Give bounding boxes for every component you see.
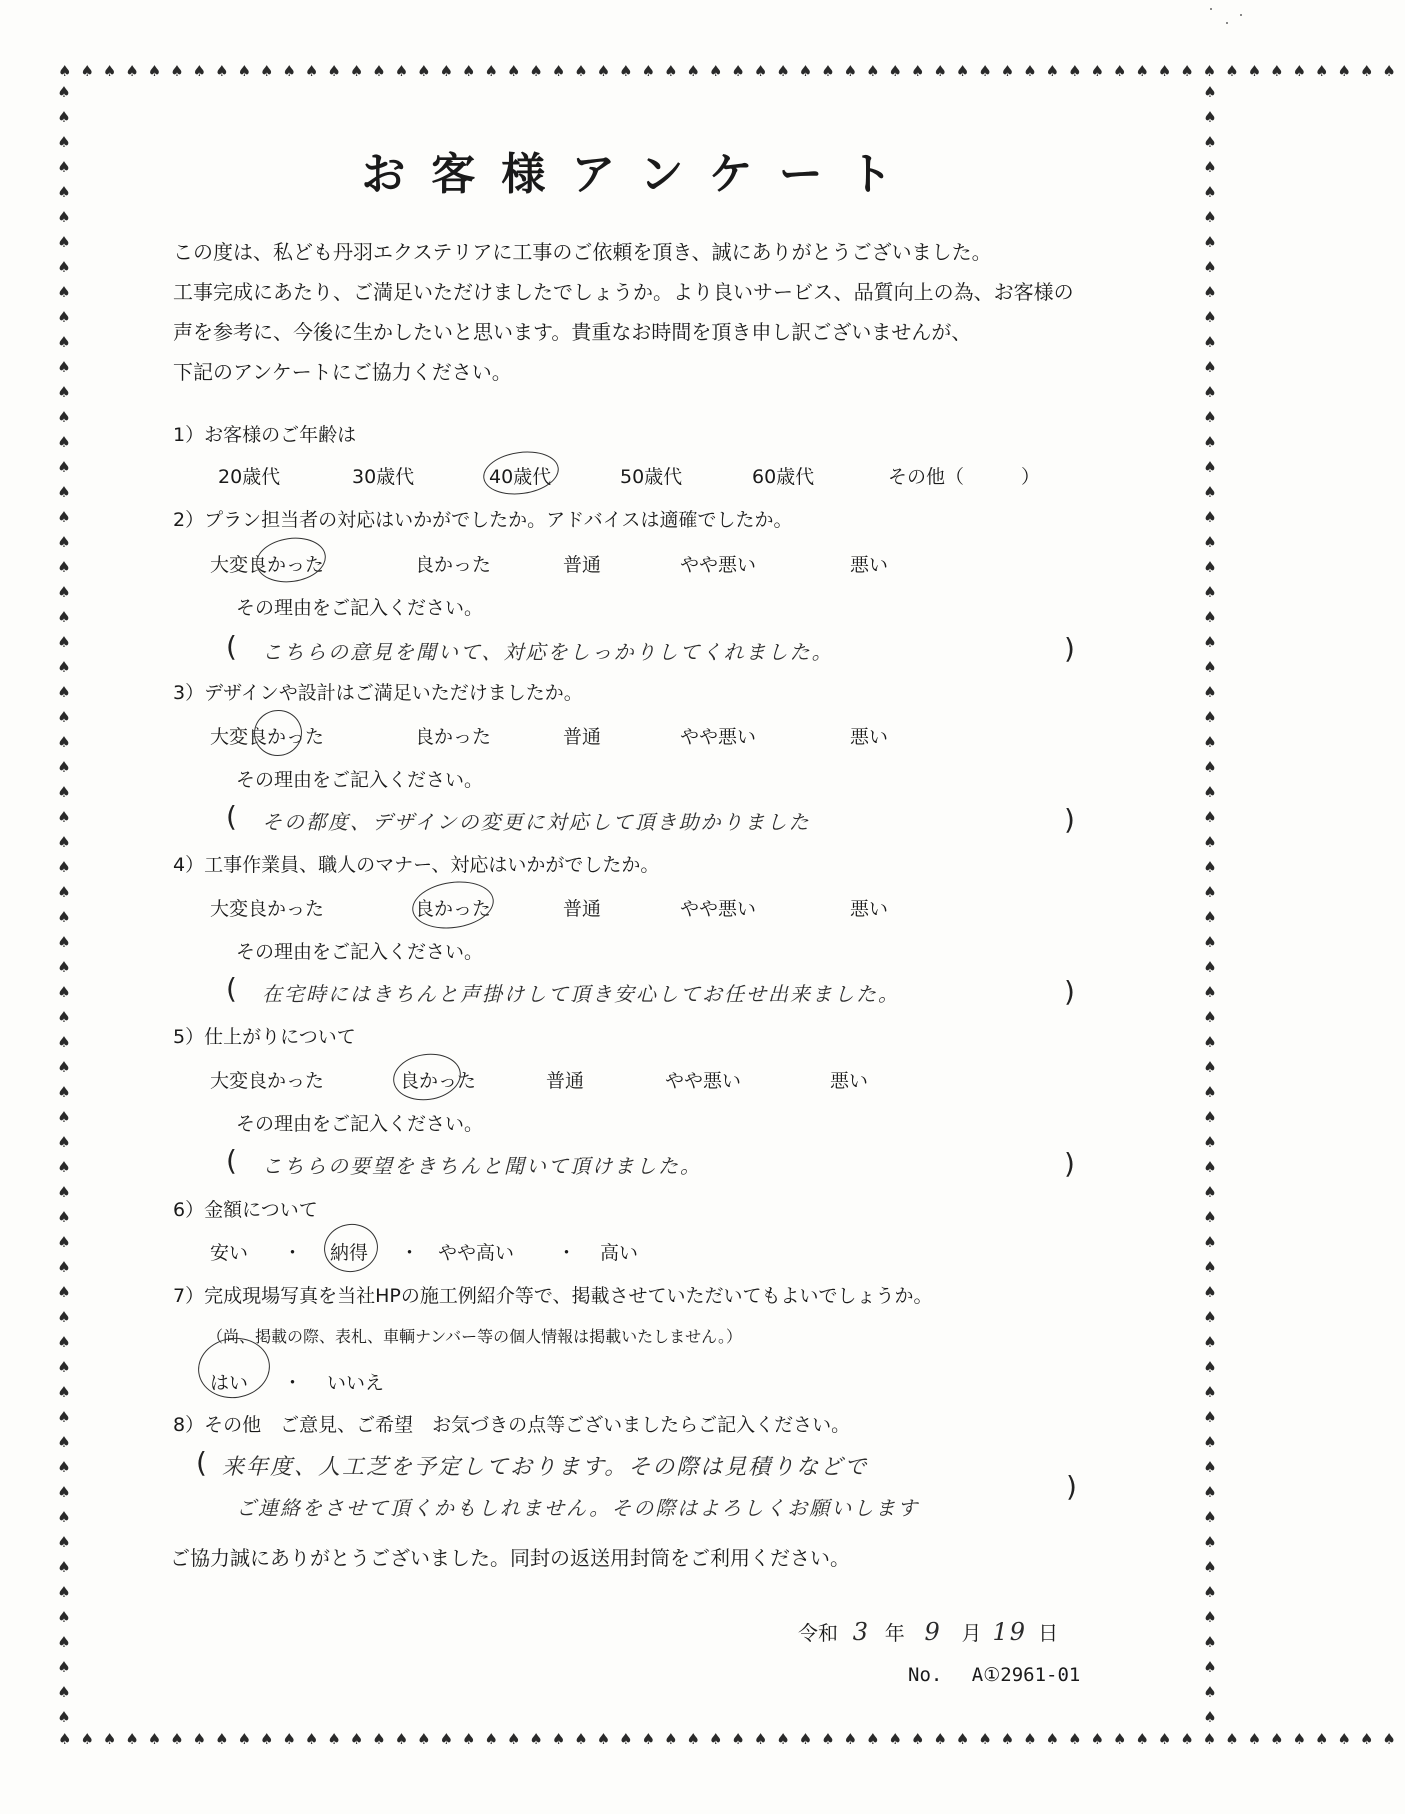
q2-option[interactable]: 普通 <box>563 554 602 576</box>
q4-option[interactable]: 大変良かった <box>210 898 325 920</box>
q1-option[interactable]: その他（ ） <box>888 466 1041 488</box>
q6-separator: ・ <box>283 1242 303 1264</box>
selection-circle <box>321 1220 381 1275</box>
q2-option[interactable]: 良かった <box>415 554 492 576</box>
q4-option[interactable]: やや悪い <box>680 898 757 920</box>
intro-line-2: 工事完成にあたり、ご満足いただけましたでしょうか。より良いサービス、品質向上の為、お客様の <box>173 280 1074 304</box>
selection-circle <box>390 1049 464 1104</box>
border-left: ♠ ♠ ♠ ♠ ♠ ♠ ♠ ♠ ♠ ♠ ♠ ♠ ♠ ♠ ♠ ♠ ♠ ♠ ♠ ♠ ♠ ♠ ♠ ♠ ♠ ♠ ♠ ♠ ♠ ♠ ♠ ♠ ♠ ♠ ♠ ♠ ♠ ♠ ♠ ♠ ♠ ♠ ♠ ♠ ♠ ♠ ♠ ♠ ♠ ♠ ♠ ♠ ♠ ♠ ♠ ♠ ♠ ♠ ♠ ♠ ♠ ♠ ♠ ♠ ♠ ♠ <box>57 83 71 1726</box>
q5-option[interactable]: 大変良かった <box>210 1070 325 1092</box>
q8-answer-line-2[interactable]: ご連絡をさせて頂くかもしれません。その際はよろしくお願いします <box>236 1496 920 1520</box>
q3-option-selected[interactable]: 大変良かった <box>210 726 325 748</box>
q2-label: 2）プラン担当者の対応はいかがでしたか。アドバイスは適確でしたか。 <box>173 509 793 531</box>
q6-option-selected[interactable]: 納得 <box>330 1242 369 1264</box>
page-title: お客様アンケート <box>361 149 919 200</box>
close-paren: ) <box>1064 632 1075 665</box>
q1-option[interactable]: 30歳代 <box>352 466 415 488</box>
open-paren: ( <box>226 800 237 833</box>
selection-circle <box>409 877 497 934</box>
q7-option[interactable]: いいえ <box>327 1372 385 1394</box>
q6-separator: ・ <box>400 1242 420 1264</box>
close-paren: ) <box>1064 803 1075 836</box>
q1-option[interactable]: 50歳代 <box>620 466 683 488</box>
q1-label: 1）お客様のご年齢は <box>173 424 357 446</box>
border-top: ♠♠♠♠♠♠♠♠♠♠♠♠♠♠♠♠♠♠♠♠♠♠♠♠♠♠♠♠♠♠♠♠♠♠♠♠♠♠♠♠♠♠♠♠♠♠♠♠♠♠♠♠♠♠♠♠♠♠♠♠ <box>58 62 1405 80</box>
open-paren: ( <box>226 1144 237 1177</box>
q5-option[interactable]: 悪い <box>830 1070 869 1092</box>
q2-reason-label: その理由をご記入ください。 <box>236 597 484 619</box>
serial-number <box>908 1664 1080 1686</box>
border-right: ♠ ♠ ♠ ♠ ♠ ♠ ♠ ♠ ♠ ♠ ♠ ♠ ♠ ♠ ♠ ♠ ♠ ♠ ♠ ♠ ♠ ♠ ♠ ♠ ♠ ♠ ♠ ♠ ♠ ♠ ♠ ♠ ♠ ♠ ♠ ♠ ♠ ♠ ♠ ♠ ♠ ♠ ♠ ♠ ♠ ♠ ♠ ♠ ♠ ♠ ♠ ♠ ♠ ♠ ♠ ♠ ♠ ♠ ♠ ♠ ♠ ♠ ♠ ♠ ♠ ♠ <box>1203 83 1217 1726</box>
q2-option[interactable]: 悪い <box>850 554 889 576</box>
border-bottom: ♠♠♠♠♠♠♠♠♠♠♠♠♠♠♠♠♠♠♠♠♠♠♠♠♠♠♠♠♠♠♠♠♠♠♠♠♠♠♠♠♠♠♠♠♠♠♠♠♠♠♠♠♠♠♠♠♠♠♠♠ <box>58 1730 1405 1748</box>
scan-speck <box>1240 14 1242 16</box>
q4-option[interactable]: 普通 <box>563 898 602 920</box>
intro-line-1: この度は、私ども丹羽エクステリアに工事のご依頼を頂き、誠にありがとうございました。 <box>173 240 992 264</box>
q8-label: 8）その他 ご意見、ご希望 お気づきの点等ございましたらご記入ください。 <box>173 1414 851 1436</box>
open-paren: ( <box>226 630 237 663</box>
q6-option[interactable]: やや高い <box>438 1242 515 1264</box>
q3-option[interactable]: 良かった <box>415 726 492 748</box>
q1-option-selected[interactable]: 40歳代 <box>489 466 552 488</box>
q6-option[interactable]: 安い <box>210 1242 249 1264</box>
close-paren: ) <box>1066 1470 1077 1503</box>
close-paren: ) <box>1064 1147 1075 1180</box>
q3-answer[interactable]: その都度、デザインの変更に対応して頂き助かりました <box>262 810 811 834</box>
q6-option[interactable]: 高い <box>600 1242 639 1264</box>
q1-option[interactable]: 20歳代 <box>218 466 281 488</box>
date-day-unit: 日 <box>1038 1621 1059 1645</box>
q2-option-selected[interactable]: 大変良かった <box>210 554 325 576</box>
q5-reason-label: その理由をご記入ください。 <box>236 1113 484 1135</box>
q5-option[interactable]: やや悪い <box>665 1070 742 1092</box>
q4-reason-label: その理由をご記入ください。 <box>236 941 484 963</box>
q4-option[interactable]: 悪い <box>850 898 889 920</box>
selection-circle <box>480 447 561 499</box>
q4-answer[interactable]: 在宅時にはきちんと声掛けして頂き安心してお任せ出来ました。 <box>262 982 900 1006</box>
q3-option[interactable]: やや悪い <box>680 726 757 748</box>
serial-prefix: No. <box>908 1664 943 1686</box>
open-paren: ( <box>226 972 237 1005</box>
date-era: 令和 <box>798 1621 838 1645</box>
selection-circle <box>251 707 305 759</box>
intro-line-4: 下記のアンケートにご協力ください。 <box>173 360 512 384</box>
q6-label: 6）金額について <box>173 1199 318 1221</box>
q7-option-selected[interactable]: はい <box>210 1372 249 1394</box>
q5-label: 5）仕上がりについて <box>173 1026 356 1048</box>
scan-speck <box>1226 22 1228 24</box>
closing-message: ご協力誠にありがとうございました。同封の返送用封筒をご利用ください。 <box>170 1546 850 1570</box>
q5-option-selected[interactable]: 良かった <box>400 1070 477 1092</box>
q5-answer[interactable]: こちらの要望をきちんと聞いて頂けました。 <box>262 1154 702 1178</box>
date-year-unit: 年 <box>884 1621 905 1645</box>
q4-option-selected[interactable]: 良かった <box>415 898 492 920</box>
serial-value: A①2961-01 <box>971 1664 1081 1686</box>
q2-option[interactable]: やや悪い <box>680 554 757 576</box>
q7-label: 7）完成現場写真を当社HPの施工例紹介等で、掲載させていただいてもよいでしょうか。 <box>173 1285 933 1307</box>
date-month[interactable]: 9 <box>924 1618 942 1646</box>
date-month-unit: 月 <box>961 1621 982 1645</box>
q7-note: （尚、掲載の際、表札、車輌ナンバー等の個人情報は掲載いたしません。） <box>207 1327 743 1346</box>
q3-reason-label: その理由をご記入ください。 <box>236 769 484 791</box>
q4-label: 4）工事作業員、職人のマナー、対応はいかがでしたか。 <box>173 854 660 876</box>
q7-separator: ・ <box>283 1372 303 1394</box>
scan-speck <box>1210 8 1212 10</box>
q1-option[interactable]: 60歳代 <box>752 466 815 488</box>
q3-option[interactable]: 悪い <box>850 726 889 748</box>
q3-option[interactable]: 普通 <box>563 726 602 748</box>
intro-line-3: 声を参考に、今後に生かしたいと思います。貴重なお時間を頂き申し訳ございませんが、 <box>173 320 972 344</box>
q6-separator: ・ <box>557 1242 577 1264</box>
q3-label: 3）デザインや設計はご満足いただけましたか。 <box>173 682 583 704</box>
q2-answer[interactable]: こちらの意見を聞いて、対応をしっかりしてくれました。 <box>262 640 834 664</box>
q8-answer-line-1[interactable]: 来年度、人工芝を予定しております。その際は見積りなどで <box>222 1455 869 1480</box>
close-paren: ) <box>1064 975 1075 1008</box>
date-day[interactable]: 19 <box>992 1618 1028 1646</box>
q5-option[interactable]: 普通 <box>546 1070 585 1092</box>
date-year[interactable]: 3 <box>852 1618 870 1646</box>
selection-circle <box>253 533 328 586</box>
date <box>798 1617 1058 1646</box>
open-paren: ( <box>196 1446 207 1479</box>
